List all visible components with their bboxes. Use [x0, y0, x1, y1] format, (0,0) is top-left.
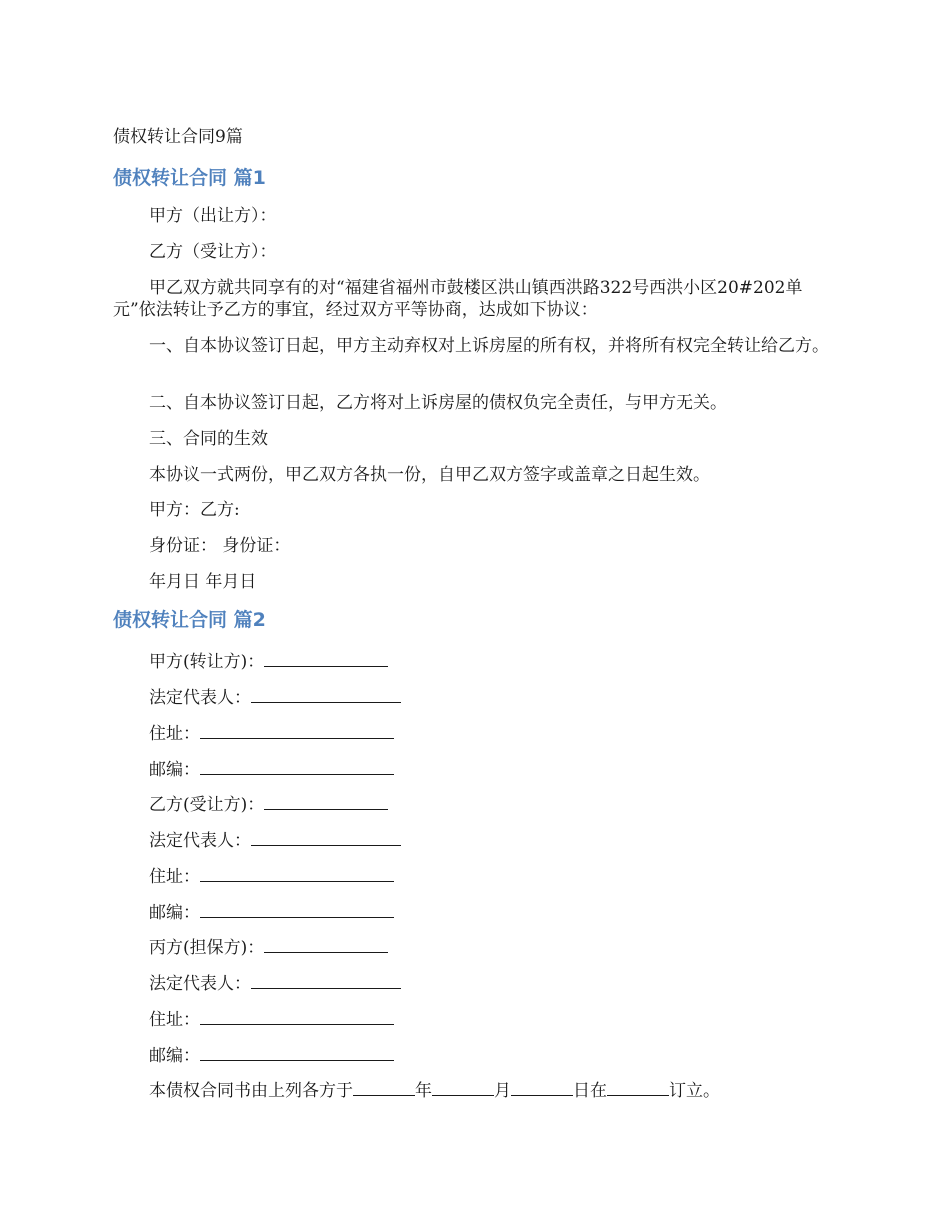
blank-line [200, 900, 394, 918]
field-label: 住址： [149, 867, 200, 887]
field-label: 法定代表人： [149, 688, 251, 708]
form-field [149, 971, 401, 995]
field-label: 邮编： [149, 1046, 200, 1066]
field-label: 邮编： [149, 760, 200, 780]
clause-3-heading: 三、合同的生效 [149, 429, 268, 449]
closing-line [149, 1078, 720, 1102]
section-heading-1: 债权转让合同 篇1 [113, 167, 266, 189]
section-heading-2: 债权转让合同 篇2 [113, 609, 266, 631]
blank-line [511, 1078, 573, 1096]
field-label: 法定代表人： [149, 974, 251, 994]
blank-line [607, 1078, 669, 1096]
document-title: 债权转让合同9篇 [113, 127, 243, 147]
form-field [149, 864, 394, 888]
form-field [149, 900, 394, 924]
party-b-line: 乙方（受让方）： [149, 242, 277, 262]
form-field [149, 685, 401, 709]
form-field [149, 721, 394, 745]
blank-line [200, 1007, 394, 1025]
field-label: 丙方(担保方)： [149, 938, 265, 958]
field-label: 甲方(转让方)： [149, 652, 265, 672]
blank-line [200, 757, 394, 775]
party-a-line: 甲方（出让方）： [149, 206, 277, 226]
closing-prefix: 本债权合同书由上列各方于 [149, 1081, 353, 1101]
blank-line [200, 721, 394, 739]
form-field [149, 935, 388, 959]
form-field [149, 757, 394, 781]
effectiveness-paragraph: 本协议一式两份，甲乙双方各执一份，自甲乙双方签字或盖章之日起生效。 [149, 465, 710, 485]
closing-month: 月 [494, 1081, 511, 1101]
field-label: 住址： [149, 724, 200, 744]
closing-year: 年 [415, 1081, 432, 1101]
agreement-intro-paragraph: 甲乙双方就共同享有的对“福建省福州市鼓楼区洪山镇西洪路322号西洪小区20#202单元”依法转让予乙方的事宜，经过双方平等协商，达成如下协议： [113, 278, 803, 320]
blank-line [264, 792, 388, 810]
blank-line [251, 828, 401, 846]
field-label: 乙方(受让方)： [149, 795, 265, 815]
blank-line [264, 935, 388, 953]
blank-line [200, 1043, 394, 1061]
form-field [149, 828, 401, 852]
closing-suffix: 订立。 [669, 1081, 720, 1101]
signature-party-line: 甲方：乙方: [149, 500, 240, 520]
blank-line [251, 971, 401, 989]
date-line: 年月日 年月日 [149, 572, 257, 592]
field-label: 住址： [149, 1010, 200, 1030]
form-field [149, 1007, 394, 1031]
form-field [149, 649, 388, 673]
blank-line [251, 685, 401, 703]
closing-day: 日在 [573, 1081, 607, 1101]
blank-line [353, 1078, 415, 1096]
form-field [149, 792, 388, 816]
clause-2-paragraph: 二、自本协议签订日起，乙方将对上诉房屋的债权负完全责任，与甲方无关。 [149, 393, 727, 413]
form-field [149, 1043, 394, 1067]
field-label: 法定代表人： [149, 831, 251, 851]
blank-line [432, 1078, 494, 1096]
id-card-line: 身份证： 身份证： [149, 536, 291, 556]
clause-1-paragraph: 一、自本协议签订日起，甲方主动弃权对上诉房屋的所有权，并将所有权完全转让给乙方。 [149, 336, 829, 356]
blank-line [200, 864, 394, 882]
blank-line [264, 649, 388, 667]
field-label: 邮编： [149, 903, 200, 923]
